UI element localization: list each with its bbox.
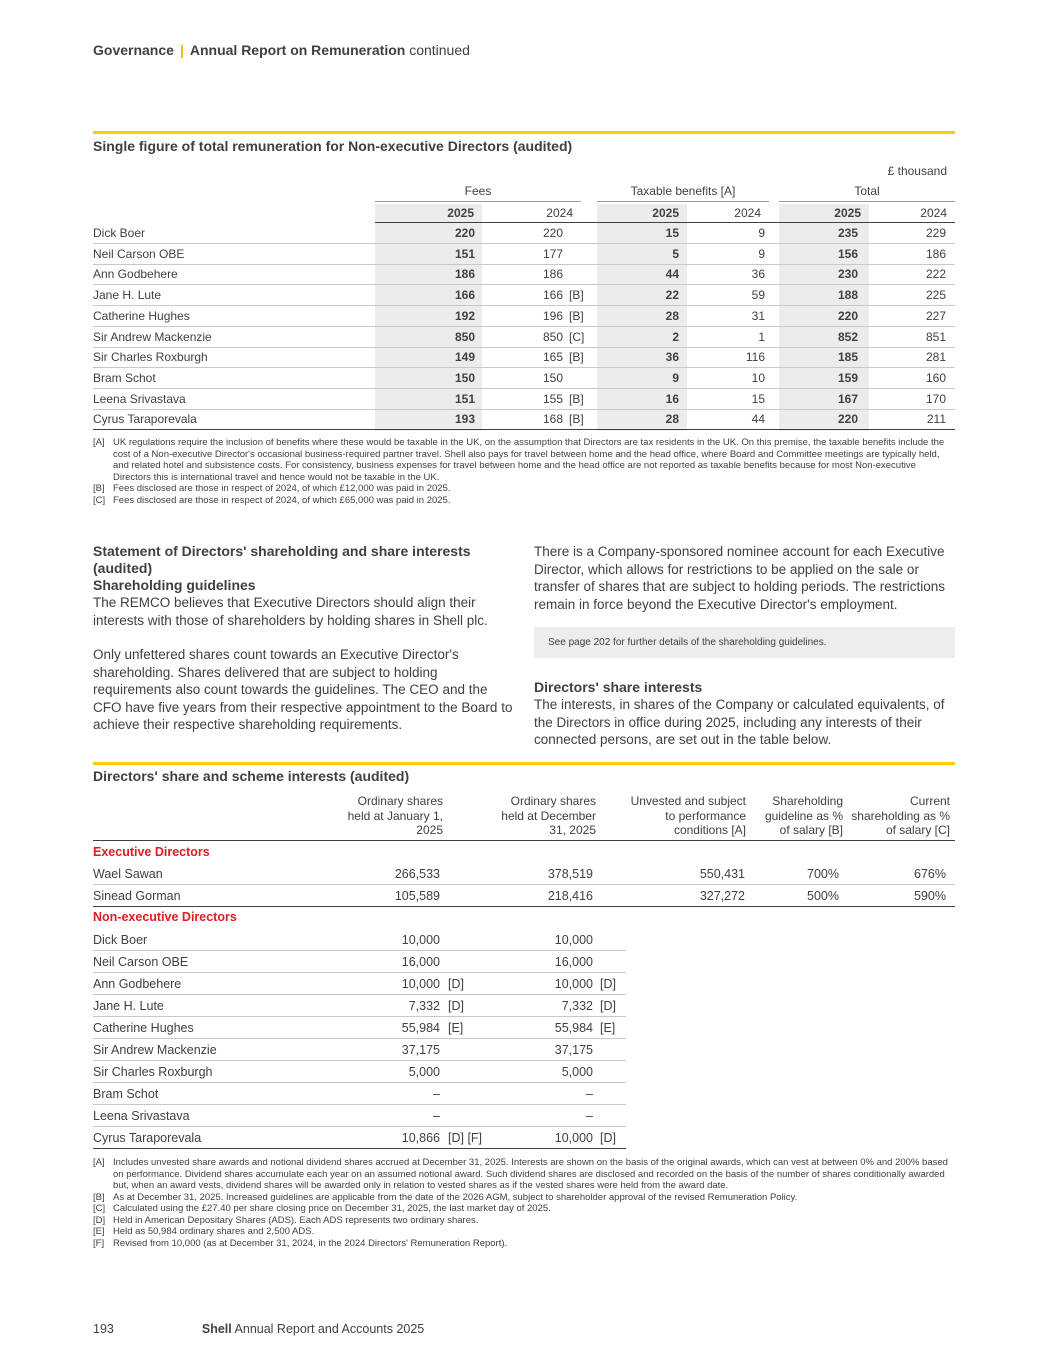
director-name: Bram Schot: [93, 370, 156, 385]
footnote-text: Calculated using the £27.40 per share closing price on December 31, 2025, the last market day of 2025.: [113, 1203, 551, 1214]
table-row: [93, 973, 626, 995]
footnote: [93, 1192, 955, 1204]
guideline-pct: 500%: [807, 889, 839, 903]
director-name: Bram Schot: [93, 1087, 159, 1101]
shares-jan: 105,589: [394, 889, 440, 903]
table-row: [93, 995, 626, 1017]
group-fees: Fees: [375, 184, 581, 202]
fees-2024: 850: [542, 329, 563, 344]
table2-title: Directors' share and scheme interests (audited): [93, 768, 410, 784]
page-number: 193: [93, 1322, 114, 1336]
footnote-text: Includes unvested share awards and notional dividend shares accrued at December 31, 2025. Interests are shown on the basis of the original awards, which can vest at between 0% and 200% based on performance. Dividend shares accumulate each year on an assumed notional award. Such dividend shares are disclosed and recorded on the basis of the number of shares conditionally awarded but, when an award vests, dividend shares will be awarded only in relation to vested shares as if the vested shares were held from the award date.: [113, 1157, 948, 1191]
table-row: [93, 389, 955, 410]
shares-jan: 16,000: [401, 955, 440, 969]
footnote-text: UK regulations require the inclusion of benefits where these would be taxable in the UK, on the assumption that Directors are tax residents in the UK. On this premise, the taxable benefits include the cost of a Non-executive Director's occasional business-required partner travel. Shell also pays for travel between home and the head office, where Board and Committee meetings are typically held, and related hotel and subsistence costs. For consistency, business expenses for travel between home and the head office are not reported as taxable benefits because for most Non-executive Directors this is international travel and hence would not be taxable in the UK.: [113, 437, 945, 483]
year-header: 2025: [834, 206, 861, 220]
statement-para-2: Only unfettered shares count towards an Executive Director's shareholding. Shares delivered that are subject to holding requirements also count towards the guidelines. The CEO and the CFO have five years from their respective appointment to the Board to achieve their respective shareholding requirements.: [93, 647, 513, 732]
year-header: 2024: [734, 206, 761, 220]
header-title: Annual Report on Remuneration: [189, 42, 406, 58]
footnote-text: Held as 50,984 ordinary shares and 2,500 ADS.: [113, 1226, 315, 1237]
total-2024: 851: [925, 329, 946, 344]
current-pct: 590%: [914, 889, 946, 903]
director-name: Sir Charles Roxburgh: [93, 1065, 213, 1079]
shares-dec-note: [E]: [600, 1021, 616, 1035]
footnote-key: [F]: [93, 1237, 105, 1249]
fees-2025: 193: [454, 412, 475, 427]
fees-2024: 186: [542, 267, 563, 282]
taxable-2024: 9: [758, 246, 765, 261]
total-2025: 159: [837, 370, 858, 385]
footnote-key: [A]: [93, 1157, 105, 1168]
director-name: Neil Carson OBE: [93, 246, 185, 261]
executive-directors-label: Executive Directors: [93, 845, 210, 859]
taxable-2025: 2: [672, 329, 679, 344]
year-header: 2025: [652, 206, 679, 220]
page-footer: [93, 1322, 424, 1336]
running-header: [93, 42, 470, 58]
fees-2025: 186: [454, 267, 475, 282]
taxable-2025: 22: [665, 288, 679, 303]
footnote-key: [C]: [93, 494, 106, 506]
fees-2024: 155: [542, 391, 563, 406]
taxable-2024: 15: [751, 391, 765, 406]
header-separator: |: [179, 42, 184, 58]
total-2024: 227: [925, 308, 946, 323]
fees-2025: 151: [454, 246, 475, 261]
shares-dec: 37,175: [554, 1043, 593, 1057]
director-name: Leena Srivastava: [93, 391, 186, 406]
taxable-2024: 9: [758, 226, 765, 240]
total-2024: 229: [925, 226, 946, 240]
shares-dec: –: [586, 1087, 593, 1101]
taxable-2025: 28: [665, 308, 679, 323]
statement-heading: Statement of Directors' shareholding and share interests (audited): [93, 543, 471, 576]
table-row: [93, 1083, 626, 1105]
fees-2025: 150: [454, 370, 475, 385]
shares-dec: 10,000: [554, 933, 593, 947]
footnote: [93, 483, 955, 495]
table-row: [93, 1039, 626, 1061]
header-suffix: continued: [409, 42, 470, 58]
taxable-2025: 44: [665, 267, 679, 282]
table-row: [93, 264, 955, 285]
share-interests-block: [534, 679, 955, 749]
director-name: Leena Srivastava: [93, 1109, 190, 1123]
table-row: [93, 951, 626, 973]
footer-doc-title: Annual Report and Accounts 2025: [234, 1322, 425, 1336]
statement-left-column: [93, 543, 518, 734]
fees-2024: 166: [542, 288, 563, 303]
header-unvested: Unvested and subject to performance conditions [A]: [630, 794, 746, 837]
table-row: [93, 223, 955, 244]
table2-notes: [93, 1157, 955, 1249]
share-interests-text: The interests, in shares of the Company or calculated equivalents, of the Directors in office during 2025, including any interests of their connected persons, are set out in the table below.: [534, 697, 945, 747]
table1-title: Single figure of total remuneration for Non-executive Directors (audited): [93, 138, 573, 154]
taxable-2024: 31: [751, 308, 765, 323]
footnote: [93, 1203, 955, 1215]
shares-jan-note: [D] [F]: [448, 1131, 483, 1145]
fees-2024-note: [B]: [569, 391, 584, 406]
director-name: Neil Carson OBE: [93, 955, 189, 969]
shares-dec: 5,000: [561, 1065, 593, 1079]
table-row: [93, 1127, 626, 1149]
shares-jan: 55,984: [401, 1021, 440, 1035]
shares-jan-note: [E]: [448, 1021, 464, 1035]
footnote: [93, 1157, 955, 1192]
footnote-text: Held in American Depositary Shares (ADS). Each ADS represents two ordinary shares.: [113, 1214, 479, 1226]
total-2024: 225: [925, 288, 946, 303]
fees-2025: 149: [454, 350, 475, 365]
share-interests-heading: Directors' share interests: [534, 679, 703, 695]
shares-dec: 10,000: [554, 977, 593, 991]
shares-dec: 218,416: [547, 889, 593, 903]
header-rule: [93, 840, 955, 841]
fees-2024: 177: [542, 246, 563, 261]
footnote: [93, 1238, 955, 1250]
footnote: [93, 1215, 955, 1227]
group-total: Total: [779, 184, 955, 202]
header-guideline: Shareholding guideline as % of salary [B]: [764, 794, 843, 837]
total-2024: 170: [925, 391, 946, 406]
taxable-2025: 16: [665, 391, 679, 406]
director-name: Cyrus Taraporevala: [93, 1131, 202, 1145]
taxable-2024: 116: [745, 350, 765, 365]
table-row: [93, 368, 955, 389]
shares-jan: –: [433, 1109, 440, 1123]
fees-2024: 220: [542, 226, 563, 240]
shares-dec: 7,332: [561, 999, 593, 1013]
footnote-key: [C]: [93, 1203, 106, 1214]
footnote-text: Revised from 10,000 (as at December 31, 2024, in the 2024 Directors' Remuneration Report).: [113, 1237, 508, 1249]
header-shares-dec: Ordinary shares held at December 31, 2025: [501, 794, 596, 837]
fees-2024: 150: [542, 370, 563, 385]
fees-2025: 192: [454, 308, 475, 323]
director-name: Catherine Hughes: [93, 1021, 194, 1035]
non-executive-directors-label: Non-executive Directors: [93, 910, 237, 924]
shares-jan: 5,000: [408, 1065, 440, 1079]
taxable-2025: 5: [672, 246, 679, 261]
total-2025: 235: [837, 226, 858, 240]
table1-unit: £ thousand: [887, 164, 947, 178]
taxable-2025: 28: [665, 412, 679, 427]
shares-jan: 10,000: [401, 933, 440, 947]
fees-2025: 850: [454, 329, 475, 344]
taxable-2024: 44: [751, 412, 765, 427]
shares-jan: 10,866: [401, 1131, 440, 1145]
shares-jan-note: [D]: [448, 977, 464, 991]
header-section: Governance: [93, 42, 174, 58]
taxable-2024: 36: [751, 267, 765, 282]
shareholding-guidelines-heading: Shareholding guidelines: [93, 577, 256, 593]
shares-dec: –: [586, 1109, 593, 1123]
director-name: Catherine Hughes: [93, 308, 190, 323]
director-name: Sir Andrew Mackenzie: [93, 329, 212, 344]
unvested: 550,431: [699, 867, 745, 881]
total-2025: 852: [837, 329, 858, 344]
group-taxable-benefits: Taxable benefits [A]: [597, 184, 769, 202]
total-2025: 185: [837, 350, 858, 365]
fees-2025: 220: [454, 226, 475, 240]
total-2025: 188: [837, 288, 858, 303]
total-2024: 160: [925, 370, 946, 385]
section-rule: [93, 762, 955, 765]
total-2025: 230: [837, 267, 858, 282]
footnote: [93, 495, 955, 507]
taxable-2025: 15: [665, 226, 679, 240]
footnote-key: [B]: [93, 1191, 105, 1203]
shares-dec: 378,519: [547, 867, 593, 881]
total-2025: 220: [837, 412, 858, 427]
footnote: [93, 1226, 955, 1238]
footnote-text: Fees disclosed are those in respect of 2024, of which £12,000 was paid in 2025.: [113, 483, 451, 494]
table-row: [93, 244, 955, 265]
total-2025: 167: [837, 391, 858, 406]
table-row: [93, 409, 955, 430]
footnote-key: [B]: [93, 483, 105, 494]
footnote-key: [D]: [93, 1214, 106, 1226]
year-header: 2024: [546, 206, 573, 220]
table-row: [93, 327, 955, 348]
shares-dec-note: [D]: [600, 1131, 616, 1145]
shares-jan: 37,175: [401, 1043, 440, 1057]
shares-dec-note: [D]: [600, 977, 616, 991]
director-name: Jane H. Lute: [93, 999, 164, 1013]
table-row: [93, 1061, 626, 1083]
footer-brand: Shell: [201, 1322, 232, 1336]
statement-para-3: There is a Company-sponsored nominee account for each Executive Director, which allows for restrictions to be applied on the sale or transfer of shares that are subject to holding periods. The restrictions remain in force beyond the Executive Director's employment.: [534, 544, 945, 612]
total-2025: 220: [837, 308, 858, 323]
director-name: Ann Godbehere: [93, 977, 182, 991]
fees-2024-note: [B]: [569, 412, 584, 427]
shares-dec: 10,000: [554, 1131, 593, 1145]
shares-jan-note: [D]: [448, 999, 464, 1013]
unvested: 327,272: [699, 889, 745, 903]
table-row: [93, 306, 955, 327]
taxable-2024: 10: [751, 370, 765, 385]
director-name: Wael Sawan: [93, 867, 163, 881]
year-header: 2024: [920, 206, 947, 220]
fees-2024-note: [C]: [569, 329, 585, 344]
fees-2024: 168: [542, 412, 563, 427]
total-2024: 211: [926, 412, 946, 427]
taxable-2025: 36: [665, 350, 679, 365]
total-2024: 186: [925, 246, 946, 261]
shares-jan: 266,533: [394, 867, 440, 881]
shares-dec: 16,000: [554, 955, 593, 969]
section-rule: [93, 131, 955, 134]
shares-jan: –: [433, 1087, 440, 1101]
statement-para-1: The REMCO believes that Executive Directors should align their interests with those of shareholders by holding shares in Shell plc.: [93, 595, 488, 628]
table-row: [93, 863, 955, 885]
guideline-pct: 700%: [807, 867, 839, 881]
table-row: [93, 347, 955, 368]
taxable-2024: 59: [751, 288, 765, 303]
table-row: [93, 1017, 626, 1039]
total-2025: 156: [837, 246, 858, 261]
header-shares-jan: Ordinary shares held at January 1, 2025: [347, 794, 443, 837]
fees-2024: 196: [542, 308, 563, 323]
director-name: Sir Charles Roxburgh: [93, 350, 208, 365]
shares-jan: 7,332: [408, 999, 440, 1013]
director-name: Sir Andrew Mackenzie: [93, 1043, 217, 1057]
director-name: Jane H. Lute: [93, 288, 162, 303]
table1-notes: [93, 437, 955, 506]
table-row: [93, 1105, 626, 1127]
footnote-key: [E]: [93, 1226, 105, 1237]
footnote-text: As at December 31, 2025. Increased guidelines are applicable from the date of the 2026 AGM, subject to shareholder approval of the revised Remuneration Policy.: [113, 1191, 798, 1203]
fees-2025: 166: [454, 288, 475, 303]
header-current-shareholding: Current shareholding as % of salary [C]: [851, 794, 950, 837]
director-name: Ann Godbehere: [93, 267, 178, 282]
total-2024: 281: [925, 350, 946, 365]
footnote: [93, 437, 955, 483]
fees-2024-note: [B]: [569, 350, 584, 365]
callout-box: See page 202 for further details of the shareholding guidelines.: [534, 627, 955, 658]
table-row: [93, 885, 955, 907]
director-name: Dick Boer: [93, 933, 148, 947]
shares-jan: 10,000: [401, 977, 440, 991]
total-2024: 222: [925, 267, 946, 282]
director-name: Cyrus Taraporevala: [93, 412, 197, 427]
shares-dec: 55,984: [554, 1021, 593, 1035]
year-header: 2025: [447, 206, 474, 220]
fees-2024: 165: [542, 350, 563, 365]
footnote-key: [A]: [93, 437, 105, 448]
director-name: Dick Boer: [93, 226, 146, 240]
current-pct: 676%: [914, 867, 946, 881]
fees-2025: 151: [454, 391, 475, 406]
fees-2024-note: [B]: [569, 308, 584, 323]
table-row: [93, 929, 626, 951]
taxable-2024: 1: [758, 329, 765, 344]
shares-dec-note: [D]: [600, 999, 616, 1013]
table-row: [93, 285, 955, 306]
footnote-text: Fees disclosed are those in respect of 2024, of which £65,000 was paid in 2025.: [113, 494, 451, 506]
fees-2024-note: [B]: [569, 288, 584, 303]
director-name: Sinead Gorman: [93, 889, 181, 903]
statement-right-column: [534, 543, 955, 613]
taxable-2025: 9: [672, 370, 679, 385]
